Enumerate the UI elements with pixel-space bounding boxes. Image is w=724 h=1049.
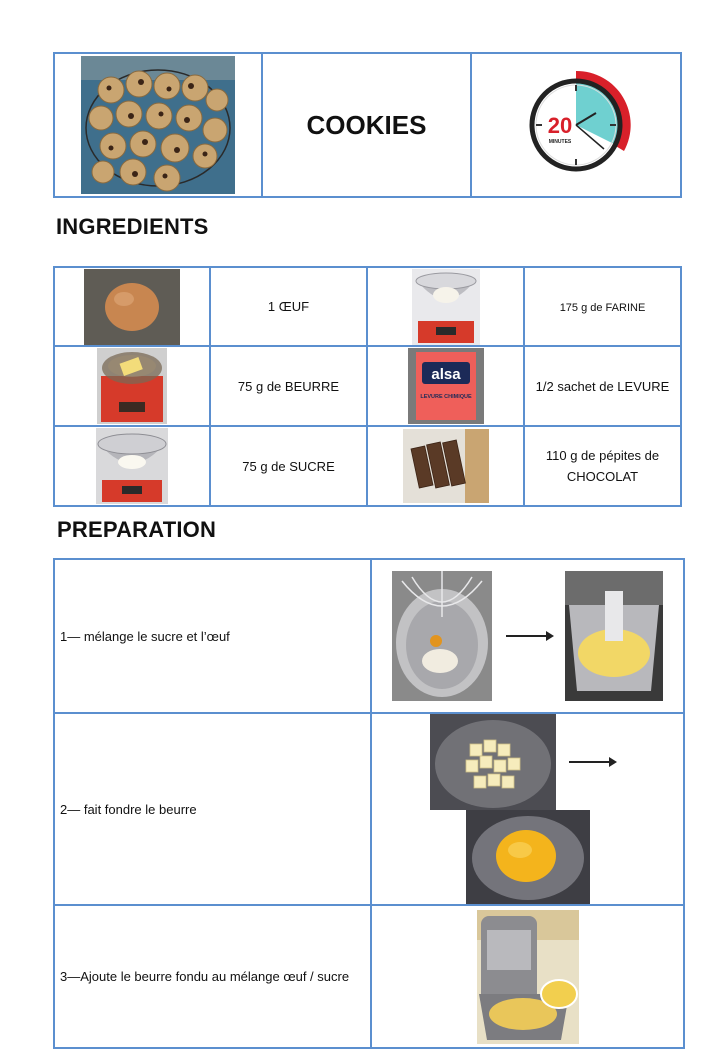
ingredient-butter: 75 g de BEURRE: [237, 378, 340, 394]
step-1-photo-b: [565, 571, 663, 701]
egg-photo-cell: [54, 267, 210, 346]
step-1-text: 1— mélange le sucre et l’œuf: [60, 628, 230, 644]
packet-label: LEVURE CHIMIQUE: [419, 394, 472, 400]
ingredient-egg: 1 ŒUF: [267, 299, 310, 314]
step-1-photos: [371, 559, 684, 713]
butter-scale-photo: [97, 348, 167, 424]
packet-brand: alsa: [430, 366, 461, 383]
recipe-title: COOKIES: [306, 109, 427, 140]
flour-photo-cell: [367, 267, 524, 346]
sugar-photo-cell: [54, 426, 210, 506]
step-3-text: 3—Ajoute le beurre fondu au mélange œuf / sucre: [60, 969, 350, 984]
cookies-photo-cell: [54, 53, 262, 197]
ingredient-sugar: 75 g de SUCRE: [242, 458, 335, 474]
ingredient-yeast: 1/2 sachet de LEVURE: [535, 378, 670, 394]
ingredient-chocolate: 110 g de pépites de CHOCOLAT: [545, 448, 660, 484]
cookies-photo: [81, 56, 235, 194]
step-2-photos: [371, 713, 684, 905]
ingredients-heading: INGREDIENTS: [56, 214, 209, 239]
preparation-heading: PREPARATION: [57, 517, 217, 542]
step-2-photo-a: [430, 714, 556, 810]
butter-photo-cell: [54, 346, 210, 426]
timer-unit: MINUTES: [548, 139, 572, 145]
header-table: [53, 52, 682, 198]
step-2-photo-b: [466, 810, 590, 904]
yeast-packet-photo: [408, 348, 484, 424]
ingredients-table: [53, 266, 682, 507]
flour-bowl-photo: [412, 269, 480, 345]
step-1-photo-a: [392, 571, 492, 701]
title-cell: [262, 53, 471, 197]
step-3-photo: [477, 910, 579, 1044]
step-3-photos: [371, 905, 684, 1048]
timer-number: 20: [547, 113, 573, 138]
ingredient-flour: 175 g de FARINE: [559, 302, 646, 314]
step-1-arrow-icon: [506, 635, 552, 637]
timer-clock-icon: [520, 69, 632, 181]
preparation-table: [53, 558, 685, 1049]
chocolate-photo-cell: [367, 426, 524, 506]
egg-photo: [84, 269, 180, 345]
chocolate-photo: [403, 429, 489, 503]
yeast-photo-cell: [367, 346, 524, 426]
sugar-bowl-photo: [96, 428, 168, 504]
step-2-arrow-icon: [569, 761, 615, 763]
timer-cell: [471, 53, 681, 197]
step-2-text: 2— fait fondre le beurre: [60, 801, 197, 817]
